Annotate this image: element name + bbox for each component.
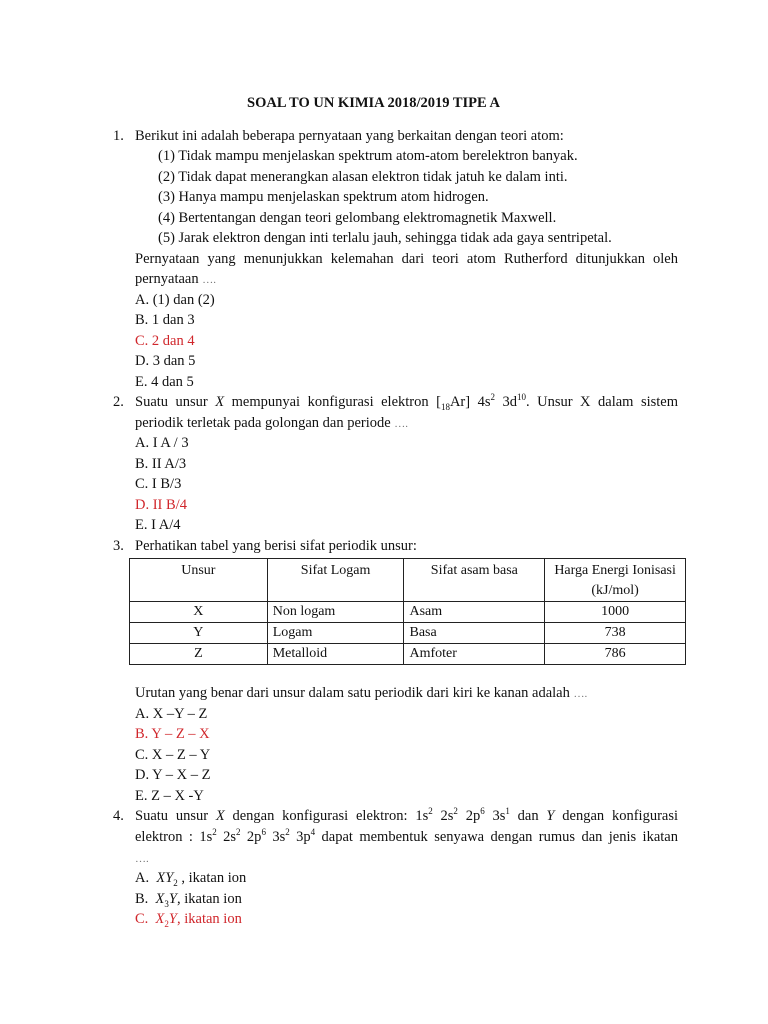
t: 3: [164, 898, 169, 909]
option-a: [135, 869, 246, 887]
cell: Y: [130, 623, 268, 644]
cell: 786: [545, 644, 686, 665]
t: , ikatan ion: [177, 870, 247, 886]
question-number: 4.: [113, 808, 124, 824]
t: 2: [428, 806, 433, 817]
cell: Logam: [267, 623, 404, 644]
option-c-answer: [135, 910, 242, 928]
t: 3p: [289, 829, 311, 845]
question-number: 3.: [113, 538, 124, 554]
cell: 738: [545, 623, 686, 644]
t: 2s: [216, 829, 237, 845]
t: 2: [285, 827, 290, 838]
option-e: E. Z – X -Y: [135, 788, 204, 804]
t: C.: [135, 911, 149, 927]
statement: (1) Tidak mampu menjelaskan spektrum atom-atom berelektron banyak.: [158, 148, 578, 164]
t: Y: [168, 891, 177, 907]
option-d: D. Y – X – Z: [135, 767, 211, 783]
question-number: 1.: [113, 128, 124, 144]
header-sifat-logam: Sifat Logam: [267, 559, 404, 602]
t: B.: [135, 891, 149, 907]
option-d-answer: D. II B/4: [135, 497, 187, 513]
t: 2p: [240, 829, 262, 845]
table-row: [130, 623, 686, 644]
question-text: [135, 684, 587, 703]
option-c: C. I B/3: [135, 476, 182, 492]
header-sifat-asam-basa: Sifat asam basa: [404, 559, 545, 602]
t: 6: [261, 827, 266, 838]
option-c-answer: C. 2 dan 4: [135, 333, 195, 349]
t: 3s: [265, 829, 286, 845]
t: 2: [173, 877, 178, 888]
t: Ar] 4s: [449, 394, 491, 410]
t: 2: [212, 827, 217, 838]
t: . Unsur X dalam sistem: [525, 394, 679, 410]
option-d: D. 3 dan 5: [135, 353, 196, 369]
t: 18: [440, 401, 450, 412]
t: dengan konfigurasi elektron: 1s: [224, 808, 429, 824]
statement: (3) Hanya mampu menjelaskan spektrum atom hidrogen.: [158, 189, 489, 205]
table-row: [130, 602, 686, 623]
table-row: [130, 644, 686, 665]
question-text-line: pernyataan: [135, 271, 199, 287]
t: dan: [509, 808, 547, 824]
t: 2: [453, 806, 458, 817]
question-stem: [135, 807, 678, 825]
t: Suatu unsur: [135, 394, 216, 410]
cell: Amfoter: [404, 644, 545, 665]
t: 3s: [484, 808, 506, 824]
cell: Asam: [404, 602, 545, 623]
cell: X: [130, 602, 268, 623]
cell: Metalloid: [267, 644, 404, 665]
cell: 1000: [545, 602, 686, 623]
option-a: A. (1) dan (2): [135, 292, 215, 308]
t: , ikatan ion: [176, 891, 242, 907]
question-text: Pernyataan yang menunjukkan kelemahan dari teori atom Rutherford ditunjukkan oleh: [135, 251, 678, 267]
statement: (4) Bertentangan dengan teori gelombang elektromagnetik Maxwell.: [158, 210, 557, 226]
option-b: B. II A/3: [135, 456, 187, 472]
header-energi-ionisasi: Harga Energi Ionisasi (kJ/mol): [545, 559, 686, 602]
t: Y: [546, 808, 555, 824]
option-c: C. X – Z – Y: [135, 747, 211, 763]
t: 3d: [494, 394, 517, 410]
t: A.: [135, 870, 150, 886]
question-text: [135, 270, 216, 289]
option-a: A. I A / 3: [135, 435, 189, 451]
periodic-properties-table: [129, 558, 686, 665]
option-a: A. X –Y – Z: [135, 706, 208, 722]
t: , ikatan ion: [176, 911, 242, 927]
t: X: [215, 394, 225, 410]
question-stem-line2: [135, 828, 678, 846]
option-b-answer: B. Y – Z – X: [135, 726, 210, 742]
t: dapat membentuk senyawa dengan rumus dan jenis ikatan: [315, 829, 678, 845]
header-unsur: Unsur: [130, 559, 268, 602]
t: 2: [236, 827, 241, 838]
statement: (5) Jarak elektron dengan inti terlalu jauh, sehingga tidak ada gaya sentripetal.: [158, 230, 612, 246]
t: XY: [156, 870, 174, 886]
ellipsis: ….: [135, 853, 149, 865]
cell: Z: [130, 644, 268, 665]
t: X: [155, 891, 165, 907]
option-e: E. 4 dan 5: [135, 374, 194, 390]
option-b: B. 1 dan 3: [135, 312, 195, 328]
ellipsis: ….: [573, 688, 588, 700]
cell: Basa: [404, 623, 545, 644]
ellipsis: ….: [202, 274, 216, 286]
t: 2: [490, 392, 495, 403]
t: 2p: [457, 808, 481, 824]
option-e: E. I A/4: [135, 517, 181, 533]
question-number: 2.: [113, 394, 124, 410]
t: Suatu unsur: [135, 808, 216, 824]
t: 2s: [432, 808, 454, 824]
question-text: [135, 414, 408, 433]
t: 1: [505, 806, 510, 817]
table-header-row: [130, 559, 686, 602]
t: mempunyai konfigurasi elektron [: [224, 394, 441, 410]
question-stem: Berikut ini adalah beberapa pernyataan yang berkaitan dengan teori atom:: [135, 128, 564, 144]
question-text-line: Urutan yang benar dari unsur dalam satu periodik dari kiri ke kanan adalah: [135, 685, 570, 701]
question-text-line: periodik terletak pada golongan dan periode: [135, 415, 391, 431]
t: 10: [516, 392, 526, 403]
t: dengan konfigurasi: [554, 808, 678, 824]
question-stem: Perhatikan tabel yang berisi sifat periodik unsur:: [135, 538, 417, 554]
t: elektron : 1s: [135, 829, 213, 845]
statement: (2) Tidak dapat menerangkan alasan elektron tidak jatuh ke dalam inti.: [158, 169, 568, 185]
t: X: [215, 808, 225, 824]
ellipsis: ….: [394, 418, 409, 430]
page-title: SOAL TO UN KIMIA 2018/2019 TIPE A: [247, 95, 501, 111]
t: Y: [168, 911, 177, 927]
cell: Non logam: [267, 602, 404, 623]
t: 6: [480, 806, 485, 817]
t: 4: [310, 827, 316, 838]
question-stem: [135, 393, 678, 411]
option-b: [135, 890, 242, 908]
t: X: [155, 911, 165, 927]
t: 2: [164, 918, 169, 929]
